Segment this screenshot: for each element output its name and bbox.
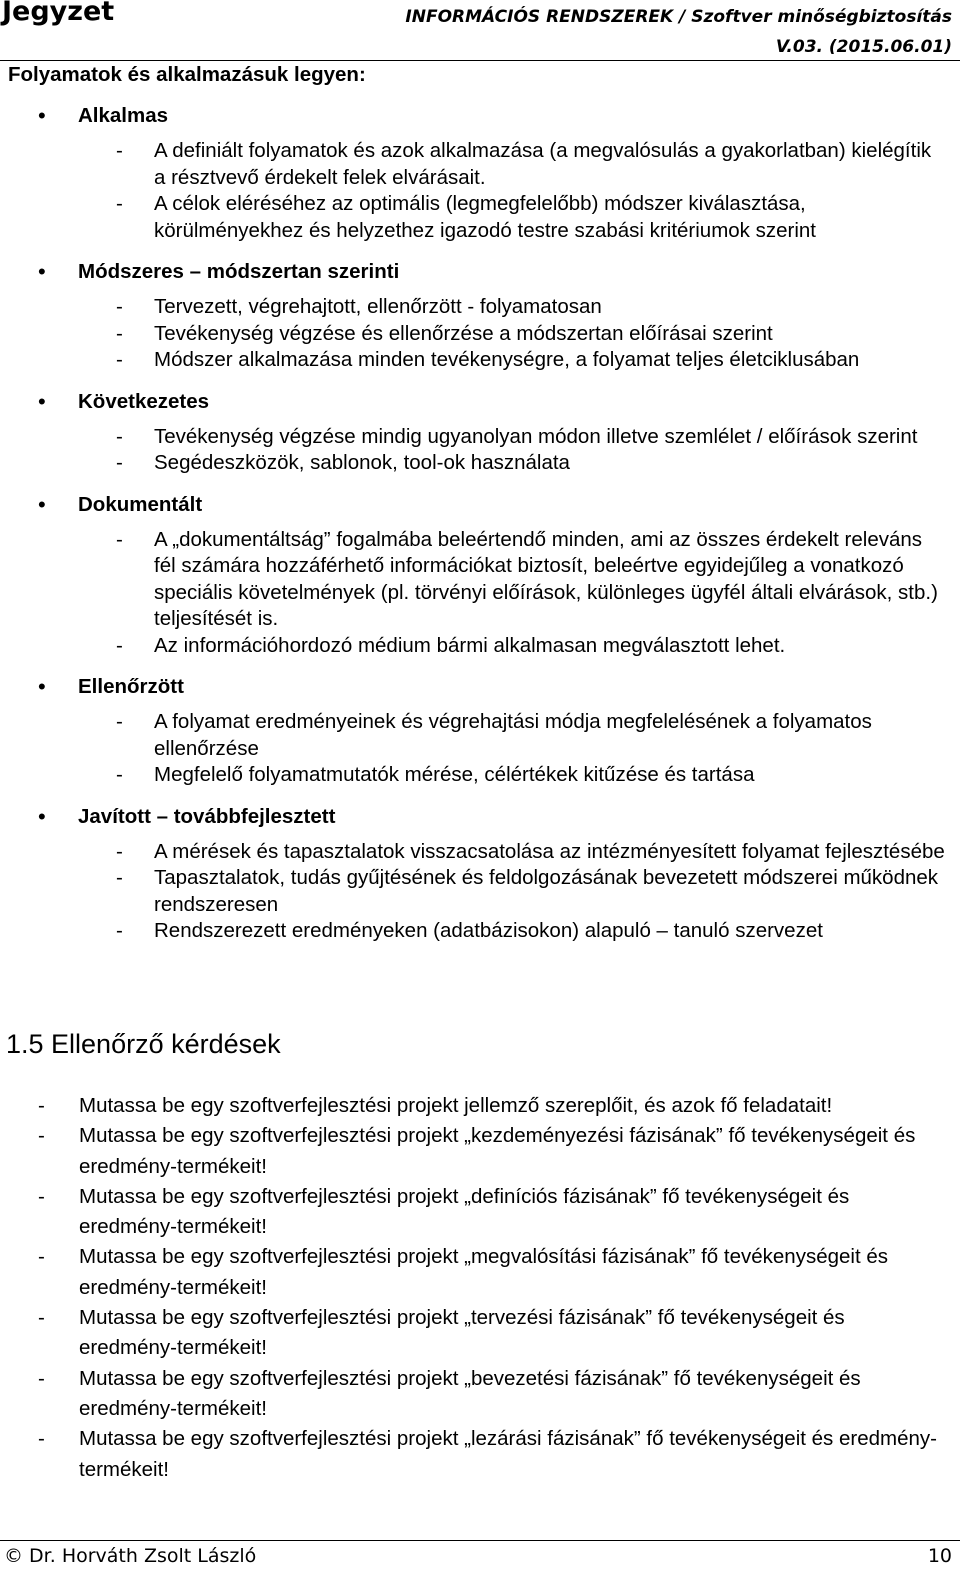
requirement-heading xyxy=(0,489,960,527)
requirement-title: Dokumentált xyxy=(78,492,203,516)
dash-marker: - xyxy=(116,633,123,657)
page-header xyxy=(0,0,960,58)
page-number: 10 xyxy=(927,1545,952,1567)
list-item xyxy=(0,138,960,191)
requirement-title: Javított – továbbfejlesztett xyxy=(78,804,336,828)
footer-divider xyxy=(0,1540,960,1541)
dash-marker: - xyxy=(38,1124,45,1148)
question-text: Mutassa be egy szoftverfejlesztési projekt „lezárási fázisának” fő tevékenységeit és eredmény-termékeit! xyxy=(79,1427,937,1481)
dash-marker: - xyxy=(38,1427,45,1451)
dash-marker: - xyxy=(38,1366,45,1390)
question-item xyxy=(0,1242,960,1303)
requirement-section xyxy=(0,489,960,672)
question-item xyxy=(0,1182,960,1243)
brand-title: Jegyzet xyxy=(2,0,115,27)
list-item xyxy=(0,709,960,762)
list-item xyxy=(0,450,960,477)
requirement-items xyxy=(0,138,960,244)
list-item-text: Segédeszközök, sablonok, tool-ok használata xyxy=(154,451,570,474)
list-item-text: Megfelelő folyamatmutatók mérése, célértékek kitűzése és tartása xyxy=(154,763,755,786)
dash-marker: - xyxy=(116,451,123,474)
requirements-list xyxy=(0,100,960,957)
requirement-title: Alkalmas xyxy=(78,104,169,127)
requirement-section xyxy=(0,256,960,386)
bullet-icon: • xyxy=(38,103,46,128)
dash-marker: - xyxy=(116,710,123,733)
version-label: V.03. (2015.06.01) xyxy=(775,37,952,57)
list-item-text: Módszer alkalmazása minden tevékenységre, a folyamat teljes életciklusában xyxy=(154,348,860,371)
course-title: INFORMÁCIÓS RENDSZEREK / Szoftver minőségbiztosítás xyxy=(405,7,952,27)
requirement-title: Módszeres – módszertan szerinti xyxy=(78,260,400,283)
question-item xyxy=(0,1424,960,1485)
dash-marker: - xyxy=(38,1306,45,1330)
requirement-section xyxy=(0,386,960,489)
question-text: Mutassa be egy szoftverfejlesztési projekt „definíciós fázisának” fő tevékenységeit és eredmény-termékeit! xyxy=(79,1184,850,1239)
bullet-icon: • xyxy=(38,388,46,414)
list-item-text: Tervezett, végrehajtott, ellenőrzött - folyamatosan xyxy=(154,295,602,318)
list-item-text: Tevékenység végzése és ellenőrzése a módszertan előírásai szerint xyxy=(154,321,773,345)
list-item xyxy=(0,762,960,789)
requirement-title: Ellenőrzött xyxy=(78,675,184,698)
list-item-text: A „dokumentáltság” fogalmába beleértendő minden, ami az összes érdekelt releváns fél számára hozzáférhető információkat biztosít, beleértve egyidejűleg a vonatkozó speciális követelmények (pl. törvényi előírások, különleges ügyfél általi elvárások, stb.) teljesítését is. xyxy=(154,527,938,630)
list-item xyxy=(0,918,960,945)
list-item-text: Tapasztalatok, tudás gyűjtésének és feldolgozásának bevezetett módszerei működnek rendszeresen xyxy=(154,866,939,916)
requirement-items xyxy=(0,527,960,660)
requirement-title: Következetes xyxy=(78,389,210,413)
dash-marker: - xyxy=(116,321,123,345)
header-divider xyxy=(0,60,960,61)
question-text: Mutassa be egy szoftverfejlesztési projekt jellemző szereplőit, és azok fő feladatait! xyxy=(79,1094,833,1117)
question-text: Mutassa be egy szoftverfejlesztési projekt „tervezési fázisának” fő tevékenységeit és eredmény-termékeit! xyxy=(79,1306,845,1360)
dash-marker: - xyxy=(116,424,123,448)
footer-author: © Dr. Horváth Zsolt László xyxy=(4,1545,257,1567)
question-text: Mutassa be egy szoftverfejlesztési projekt „bevezetési fázisának” fő tevékenységeit és eredmény-termékeit! xyxy=(79,1366,861,1420)
dash-marker: - xyxy=(116,919,123,942)
list-item xyxy=(0,839,960,866)
list-item xyxy=(0,347,960,374)
question-item xyxy=(0,1303,960,1364)
list-item-text: Rendszerezett eredményeken (adatbázisokon) alapuló – tanuló szervezet xyxy=(154,919,823,942)
dash-marker: - xyxy=(116,295,123,318)
list-item xyxy=(0,321,960,348)
question-text: Mutassa be egy szoftverfejlesztési projekt „kezdeményezési fázisának” fő tevékenységeit és eredmény-termékeit! xyxy=(79,1124,916,1178)
list-item-text: Az információhordozó médium bármi alkalmasan megválasztott lehet. xyxy=(154,633,786,657)
dash-marker: - xyxy=(38,1184,45,1208)
dash-marker: - xyxy=(38,1245,45,1269)
list-item xyxy=(0,865,960,918)
question-item xyxy=(0,1091,960,1121)
requirement-heading xyxy=(0,100,960,138)
dash-marker: - xyxy=(116,192,123,215)
requirement-heading xyxy=(0,671,960,709)
list-item-text: A folyamat eredményeinek és végrehajtási módja megfelelésének a folyamatos ellenőrzése xyxy=(154,710,872,760)
bullet-icon: • xyxy=(38,803,46,829)
bullet-icon: • xyxy=(38,491,46,517)
list-item xyxy=(0,633,960,660)
requirement-heading xyxy=(0,386,960,424)
bullet-icon: • xyxy=(38,259,46,284)
question-item xyxy=(0,1121,960,1182)
requirement-section xyxy=(0,801,960,957)
requirement-heading xyxy=(0,801,960,839)
requirement-heading xyxy=(0,256,960,294)
question-item xyxy=(0,1364,960,1425)
dash-marker: - xyxy=(116,763,123,786)
intro-text: Folyamatok és alkalmazásuk legyen: xyxy=(8,63,366,86)
list-item-text: A mérések és tapasztalatok visszacsatolása az intézményesített folyamat fejlesztésébe xyxy=(154,839,945,863)
dash-marker: - xyxy=(116,527,123,551)
header-info xyxy=(405,2,952,62)
question-text: Mutassa be egy szoftverfejlesztési projekt „megvalósítási fázisának” fő tevékenységeit és eredmény-termékeit! xyxy=(79,1245,888,1299)
question-list xyxy=(0,1091,960,1485)
dash-marker: - xyxy=(116,866,123,889)
requirement-section xyxy=(0,100,960,256)
list-item xyxy=(0,527,960,633)
requirement-items xyxy=(0,424,960,477)
list-item xyxy=(0,424,960,451)
requirement-section xyxy=(0,671,960,801)
dash-marker: - xyxy=(38,1094,45,1117)
list-item-text: A definiált folyamatok és azok alkalmazása (a megvalósulás a gyakorlatban) kielégítik a résztvevő érdekelt felek elvárásait. xyxy=(154,139,932,189)
dash-marker: - xyxy=(116,839,123,863)
list-item xyxy=(0,191,960,244)
requirement-items xyxy=(0,709,960,789)
dash-marker: - xyxy=(116,348,123,371)
bullet-icon: • xyxy=(38,674,46,699)
requirement-items xyxy=(0,294,960,374)
list-item-text: Tevékenység végzése mindig ugyanolyan módon illetve szemlélet / előírások szerint xyxy=(154,424,918,448)
list-item-text: A célok eléréséhez az optimális (legmegfelelőbb) módszer kiválasztása, körülményekhez és helyzethez igazodó testre szabási kritériumok szerint xyxy=(154,192,816,242)
dash-marker: - xyxy=(116,139,123,162)
section-heading: 1.5 Ellenőrző kérdések xyxy=(6,1029,281,1059)
requirement-items xyxy=(0,839,960,945)
list-item xyxy=(0,294,960,321)
